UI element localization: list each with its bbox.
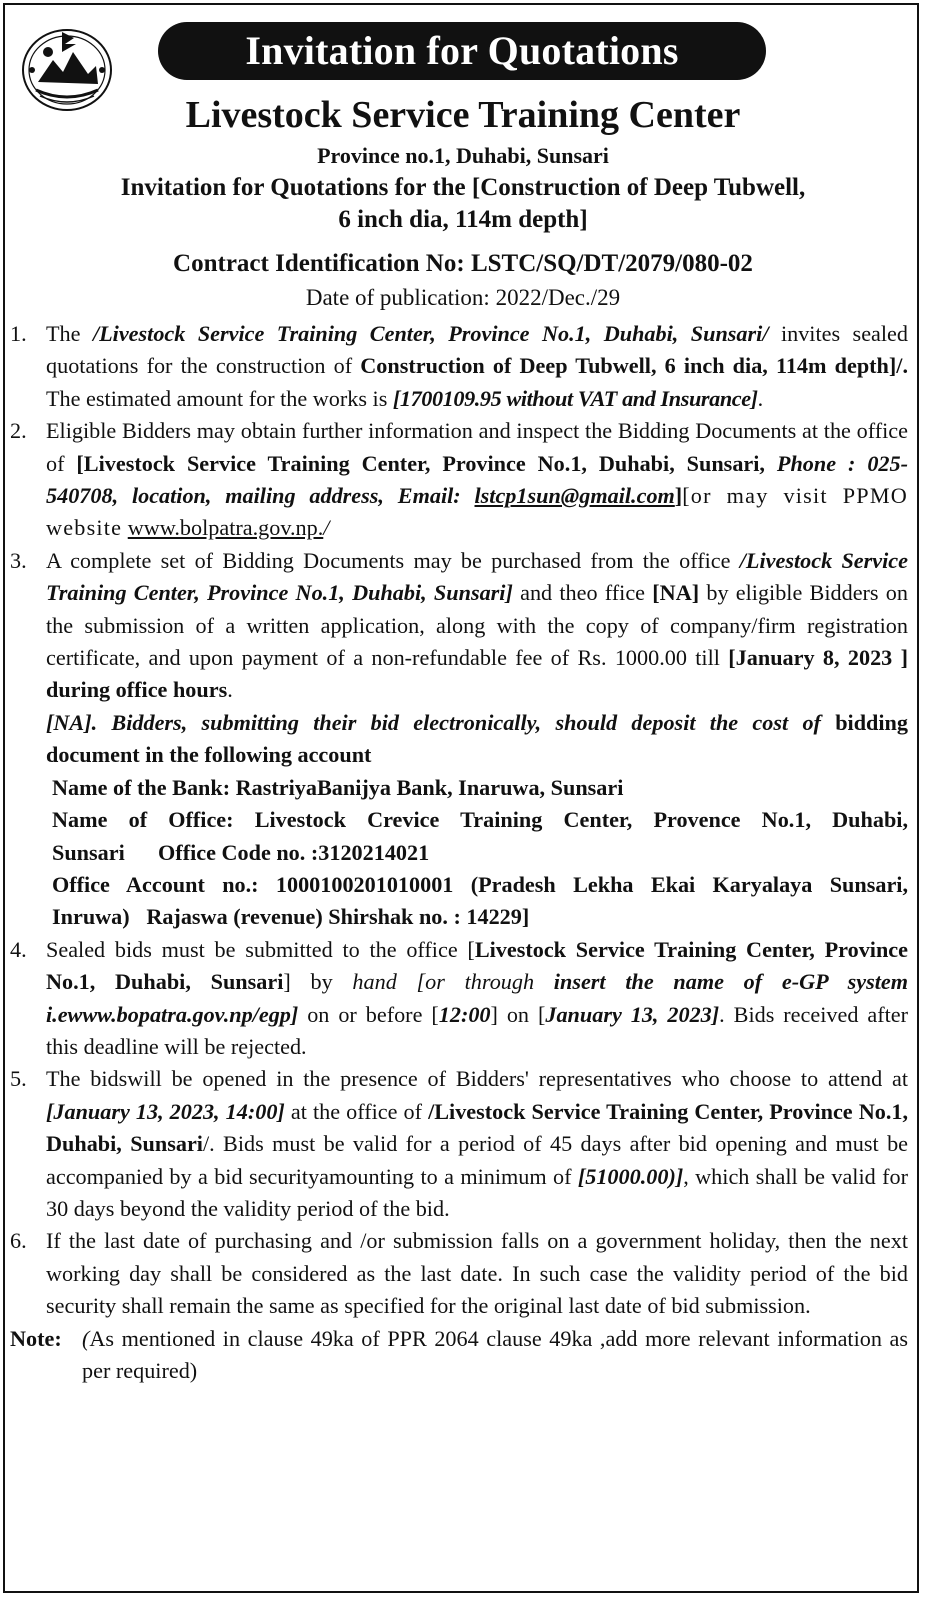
contact-details: Phone : 025-540708, location, mailing address, Email: xyxy=(46,450,909,509)
clause-text: The xyxy=(46,321,93,346)
submission-date: January 13, 2023] xyxy=(545,1001,720,1027)
revenue-code-text: Rajaswa (revenue) Shirshak no. : 14229] xyxy=(146,904,530,930)
note-open-paren: ( xyxy=(82,1325,90,1351)
office-name-text: Name of Office: Livestock Crevice Training Center, Provence No.1, Duhabi, Sunsari xyxy=(52,807,908,865)
electronic-bid-note: [NA]. Bidders, submitting their bid electronically, should deposit the cost of xyxy=(46,709,821,735)
submission-time: 12:00 xyxy=(438,1001,491,1027)
clause-3 xyxy=(10,545,908,707)
clause-italic: hand [or through xyxy=(352,969,535,995)
contract-identification xyxy=(0,248,926,280)
clause-emphasis: Livestock Service Training Center, Province No.1, Duhabi, Sunsari xyxy=(46,936,908,995)
clause-emphasis: [NA] xyxy=(652,580,700,606)
clause-text: . Bids received after this deadline will be rejected. xyxy=(46,1001,908,1059)
clause-1 xyxy=(10,318,908,415)
clause-emphasis: /Livestock Service Training Center, Province No.1, Duhabi, Sunsari] xyxy=(46,547,908,606)
clause-emphasis: Construction of Deep Tubwell, 6 inch dia, 114m depth]/. xyxy=(360,353,908,379)
note-label: Note: xyxy=(10,1325,62,1351)
clause-emphasis: [Livestock Service Training Center, Province No.1, Duhabi, Sunsari, xyxy=(76,450,765,476)
clause-text: . xyxy=(757,385,764,411)
email-link[interactable]: lstcp1sun@gmail.com xyxy=(474,483,675,509)
organization-address: Province no.1, Duhabi, Sunsari xyxy=(317,143,609,168)
office-code-text: Office Code no. :3120214021 xyxy=(158,839,430,865)
publication-date xyxy=(0,283,926,313)
clause-number: 2. xyxy=(10,418,27,444)
publication-label: Date of publication: xyxy=(305,285,496,310)
clause-text: Eligible Bidders may obtain further information and inspect the Bidding Documents at the office of xyxy=(46,418,908,476)
office-account xyxy=(10,869,908,934)
clause-emphasis: /Livestock Service Training Center, Province No.1, Duhabi, Sunsari/ xyxy=(92,321,769,346)
clause-text: /. Bids must be valid for a period of 45 days after bid opening and must be accompanied by a bid securityamounting to a minimum of xyxy=(46,1131,909,1189)
note-text: As mentioned in clause 49ka of PPR 2064 clause 49ka ,add more relevant information as per required) xyxy=(82,1325,908,1383)
bank-name xyxy=(10,772,908,804)
organization-name: Livestock Service Training Center xyxy=(185,94,741,136)
subject-heading xyxy=(30,172,896,236)
clause-text: and theo ffice xyxy=(512,580,653,606)
clause-text: Sealed bids must be submitted to the office [ xyxy=(46,936,475,962)
subject-line-1: Invitation for Quotations for the [Construction of Deep Tubwell, xyxy=(120,174,806,201)
bank-name-text: Name of the Bank: RastriyaBanijya Bank, Inaruwa, Sunsari xyxy=(52,774,624,800)
clause-5 xyxy=(10,1063,908,1225)
banner-title: Invitation for Quotations xyxy=(158,22,766,80)
clause-text: The estimated amount for the works is xyxy=(46,385,393,411)
clause-number: 4. xyxy=(10,936,27,962)
notice-body xyxy=(10,318,908,1387)
clause-text: A complete set of Bidding Documents may be purchased from the office xyxy=(46,547,740,573)
publication-value: 2022/Dec./29 xyxy=(495,285,621,310)
clause-6 xyxy=(10,1225,908,1322)
electronic-bid-note-cont: bidding document in the following account xyxy=(46,709,908,768)
clause-text: ] by xyxy=(283,969,353,995)
clause-text: invites sealed quotations for the construction of xyxy=(46,321,908,379)
clause-2 xyxy=(10,415,908,545)
clause-number: 6. xyxy=(10,1228,27,1254)
clause-emphasis: /Livestock Service Training Center, Province No.1, Duhabi, Sunsari xyxy=(46,1098,909,1157)
egp-system: insert the name of e-GP system i.ewww.bopatra.gov.np/egp] xyxy=(46,969,908,1027)
ppmo-website-link[interactable]: www.bolpatra.gov.np. xyxy=(127,515,324,541)
clause-number: 1. xyxy=(10,321,27,346)
clause-text: , which shall be valid for 30 days beyond the validity period of the bid. xyxy=(46,1163,908,1221)
clause-text: at the office of xyxy=(284,1098,429,1124)
clause-text: / xyxy=(323,515,330,541)
clause-number: 3. xyxy=(10,547,27,573)
clause-text: [or may visit PPMO website xyxy=(46,483,908,541)
clause-text: on or before [ xyxy=(298,1001,439,1027)
subject-line-2: 6 inch dia, 114m depth] xyxy=(338,206,588,233)
bid-security-amount: [51000.00)] xyxy=(577,1163,684,1189)
note xyxy=(10,1323,908,1388)
clause-number: 5. xyxy=(10,1066,27,1092)
contract-label: Contract Identification No: xyxy=(173,250,471,277)
revenue-gap xyxy=(130,904,147,929)
office-account-text: Office Account no.: 1000100201010001 (Pradesh Lekha Ekai Karyalaya Sunsari, Inruwa) xyxy=(52,871,908,930)
clause-emphasis: ] xyxy=(674,483,683,509)
estimated-amount: [1700109.95 without VAT and Insurance] xyxy=(392,385,758,411)
clause-text: by eligible Bidders on the submission of a written application, along with the copy of company/firm registration certificate, and upon payment of a non-refundable fee of Rs. 1000.00 till xyxy=(46,580,908,671)
clause-text: The bidswill be opened in the presence of Bidders' representatives who choose to attend at xyxy=(46,1066,908,1092)
clause-4 xyxy=(10,934,908,1064)
clause-text: If the last date of purchasing and /or submission falls on a government holiday, then the next working day shall be considered as the last date. In such case the validity period of the bid security shall remain the same as specified for the original last date of bid submission. xyxy=(46,1228,908,1319)
office-code-gap xyxy=(125,840,158,865)
office-name xyxy=(10,804,908,869)
opening-datetime: [January 13, 2023, 14:00] xyxy=(46,1098,285,1124)
purchase-deadline: [January 8, 2023 ] during office hours xyxy=(46,645,908,703)
electronic-payment-note xyxy=(10,707,908,772)
clause-text: . xyxy=(227,677,233,703)
contract-number: LSTC/SQ/DT/2079/080-02 xyxy=(470,250,753,277)
clause-text: ] on [ xyxy=(490,1001,546,1027)
